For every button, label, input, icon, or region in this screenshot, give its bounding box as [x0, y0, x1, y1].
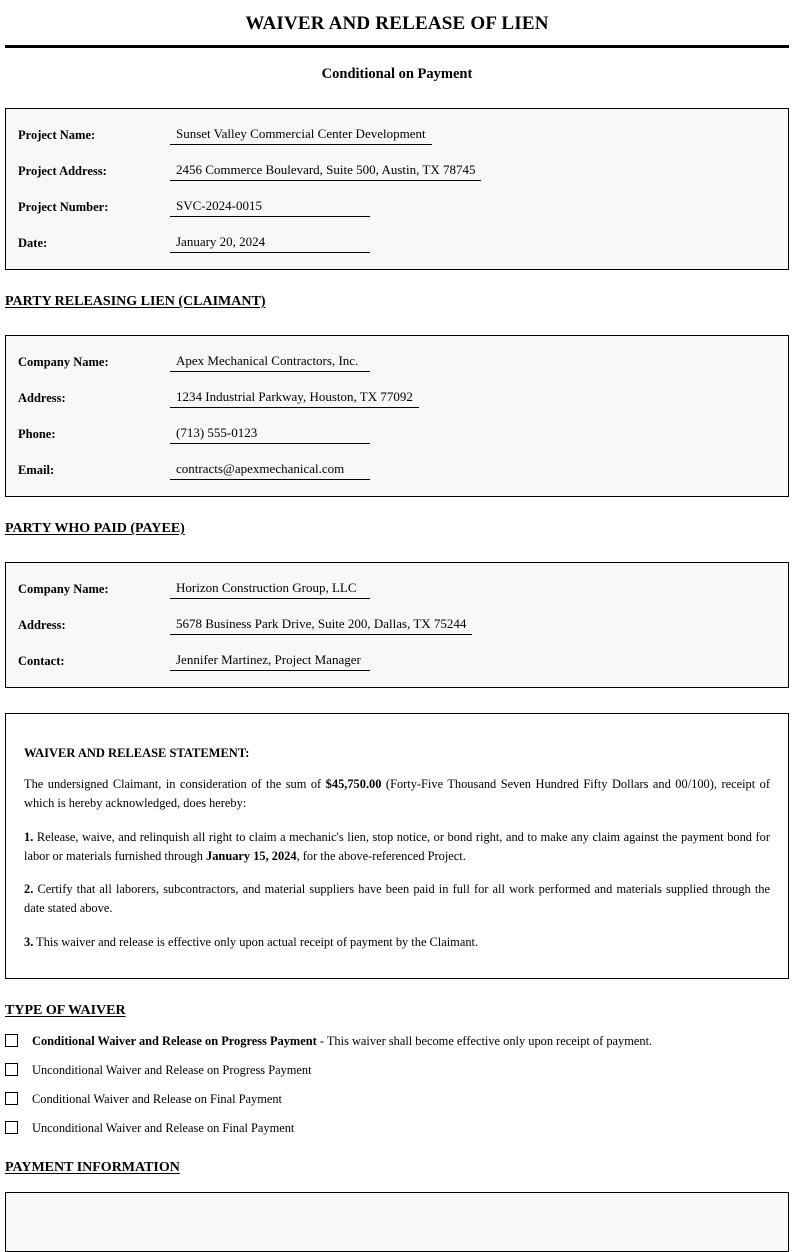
- field-label: Company Name:: [18, 582, 109, 597]
- checkbox-unconditional-final[interactable]: [5, 1121, 18, 1134]
- waiver-option-label: Unconditional Waiver and Release on Progress Payment: [32, 1063, 312, 1078]
- waiver-type-options: [5, 1033, 789, 1137]
- section-heading-claimant: [5, 294, 789, 310]
- field-row-project-address: [18, 159, 776, 181]
- clause-3-text: This waiver and release is effective only upon actual receipt of payment by the Claimant.: [33, 935, 479, 950]
- page-title: WAIVER AND RELEASE OF LIEN: [245, 13, 549, 34]
- field-row-date: [18, 231, 776, 253]
- clause-1-number: 1.: [24, 829, 34, 844]
- section-heading-claimant-label: PARTY RELEASING LIEN (CLAIMANT): [5, 294, 266, 309]
- payee-address-value[interactable]: 5678 Business Park Drive, Suite 200, Dallas, TX 75244: [170, 617, 472, 635]
- statement-intro-paragraph: [24, 775, 770, 813]
- statement-amount: $45,750.00: [325, 777, 382, 791]
- statement-clause-2: [24, 880, 770, 918]
- claimant-company-value[interactable]: Apex Mechanical Contractors, Inc.: [170, 354, 370, 372]
- statement-title: WAIVER AND RELEASE STATEMENT:: [24, 746, 250, 760]
- clause-1-after-date: , for the above-referenced Project.: [296, 848, 466, 863]
- statement-intro-after: (Forty-Five Thousand Seven Hundred Fifty Dollars and 00/100), receipt of which is hereby acknowledged, does hereby:: [24, 777, 770, 810]
- title-divider: [5, 45, 789, 48]
- waiver-option-row[interactable]: [5, 1062, 789, 1078]
- checkbox-conditional-final[interactable]: [5, 1092, 18, 1105]
- clause-1-date: January 15, 2024: [206, 848, 297, 863]
- field-label: Company Name:: [18, 355, 109, 370]
- section-heading-payment-information-label: PAYMENT INFORMATION: [5, 1160, 180, 1176]
- claimant-email-value[interactable]: contracts@apexmechanical.com: [170, 462, 370, 480]
- waiver-option-label: [32, 1033, 652, 1049]
- claimant-phone-value[interactable]: (713) 555-0123: [170, 426, 370, 444]
- field-label: Date:: [18, 236, 48, 251]
- checkbox-conditional-progress[interactable]: [5, 1034, 18, 1047]
- waiver-option-bold-label: Conditional Waiver and Release on Progress Payment: [32, 1033, 317, 1048]
- field-row-claimant-company: [18, 350, 776, 372]
- waiver-statement-box: [5, 713, 789, 979]
- payment-information-box: [5, 1192, 789, 1252]
- section-heading-payment-information: [5, 1160, 789, 1176]
- waiver-option-rest: - This waiver shall become effective only upon receipt of payment.: [316, 1033, 653, 1048]
- date-value[interactable]: January 20, 2024: [170, 235, 370, 253]
- field-label: Project Number:: [18, 200, 109, 215]
- field-label: Phone:: [18, 427, 56, 442]
- field-label: Project Address:: [18, 164, 107, 179]
- clause-2-number: 2.: [24, 882, 34, 897]
- section-heading-payee: [5, 521, 789, 537]
- section-heading-waiver-type-label: TYPE OF WAIVER: [5, 1002, 126, 1018]
- section-heading-payee-label: PARTY WHO PAID (PAYEE): [5, 521, 185, 536]
- checkbox-unconditional-progress[interactable]: [5, 1063, 18, 1076]
- claimant-info-box: [5, 335, 789, 497]
- payee-company-value[interactable]: Horizon Construction Group, LLC: [170, 581, 370, 599]
- field-row-claimant-email: [18, 458, 776, 480]
- clause-2-text: Certify that all laborers, subcontractors, and material suppliers have been paid in full for all work performed and materials supplied through the date stated above.: [24, 882, 770, 916]
- field-row-payee-address: [18, 613, 776, 635]
- clause-1-before-date: Release, waive, and relinquish all right to claim a mechanic's lien, stop notice, or bond right, and to make any claim against the payment bond for labor or materials furnished through: [24, 829, 770, 863]
- document-subtitle: Conditional on Payment: [321, 66, 473, 82]
- field-label: Address:: [18, 391, 66, 406]
- waiver-option-label: Conditional Waiver and Release on Final Payment: [32, 1092, 282, 1107]
- project-number-value[interactable]: SVC-2024-0015: [170, 199, 370, 217]
- field-label: Contact:: [18, 654, 65, 669]
- field-row-claimant-phone: [18, 422, 776, 444]
- payee-info-box: [5, 562, 789, 688]
- field-row-payee-contact: [18, 649, 776, 671]
- document-page: [0, 13, 794, 1252]
- field-row-claimant-address: [18, 386, 776, 408]
- field-row-payee-company: [18, 577, 776, 599]
- statement-clause-3: [24, 933, 770, 952]
- waiver-option-label: Unconditional Waiver and Release on Final Payment: [32, 1121, 295, 1136]
- field-label: Project Name:: [18, 128, 96, 143]
- project-info-box: [5, 108, 789, 270]
- project-address-value[interactable]: 2456 Commerce Boulevard, Suite 500, Austin, TX 78745: [170, 163, 481, 181]
- project-name-value[interactable]: Sunset Valley Commercial Center Development: [170, 127, 432, 145]
- waiver-option-row[interactable]: [5, 1091, 789, 1107]
- field-label: Address:: [18, 618, 66, 633]
- field-row-project-name: [18, 123, 776, 145]
- field-label: Email:: [18, 463, 55, 478]
- claimant-address-value[interactable]: 1234 Industrial Parkway, Houston, TX 77092: [170, 390, 419, 408]
- waiver-option-row[interactable]: [5, 1033, 789, 1049]
- payee-contact-value[interactable]: Jennifer Martinez, Project Manager: [170, 653, 370, 671]
- clause-3-number: 3.: [24, 935, 34, 950]
- statement-clause-1: [24, 828, 770, 866]
- field-row-project-number: [18, 195, 776, 217]
- statement-intro-before: The undersigned Claimant, in consideration of the sum of: [24, 777, 326, 791]
- section-heading-waiver-type: [5, 1003, 789, 1019]
